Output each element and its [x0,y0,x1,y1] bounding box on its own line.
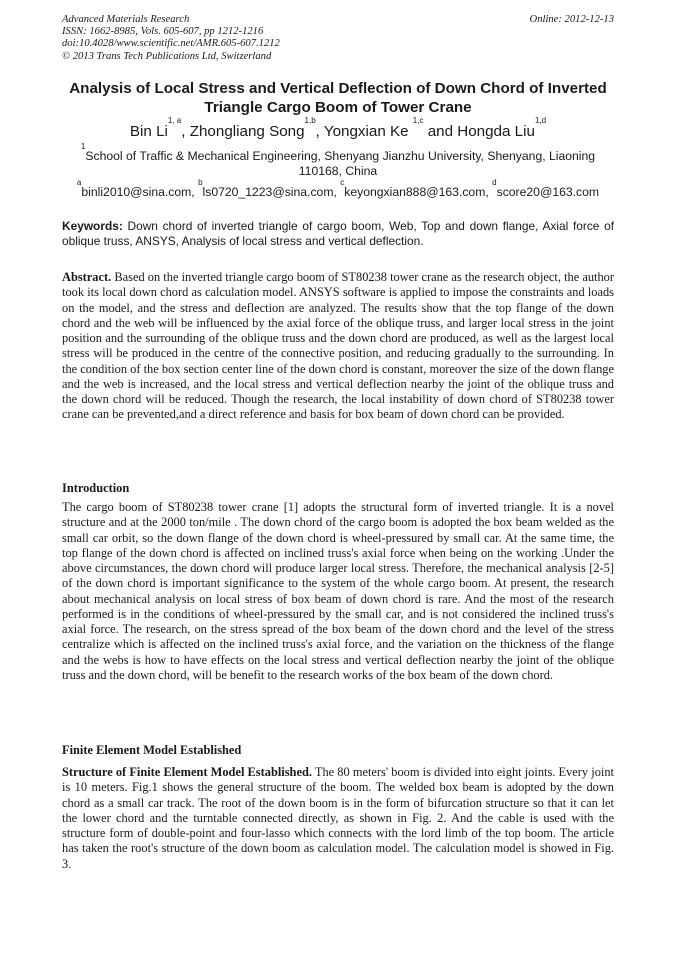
email-mark: a [76,178,82,187]
author-list [62,116,614,141]
online-date: Online: 2012-12-13 [529,14,614,25]
author-name: Yongxian Ke [323,123,413,140]
abstract-text: Based on the inverted triangle cargo boom of ST80238 tower crane as the research object, the author took its local down chord as calculation model. ANSYS software is applied to impose the constraints and loads on the model, and the stress and deflection are analyzed. The results show that the top flange of the down chord and the web will be influenced by the axial force of the oblique truss, and larger local stress in the joint position and the surrounding of the oblique truss and the down chord are produced, as well as the largest local stress will be produced in the centre of the connective position, and reducing gradually to the surrounding. In the condition of the box section center line of the down chord is constant, moreover the size of the down flange and the web is increased, and the local stress and vertical deflection nearby the joint of the oblique truss and the down chord will be reduced. Though the research, the local instability of down chord of ST80238 tower crane can be prevented,and a direct reference and basis for box beam of down chord can be provided. [62,270,614,422]
introduction-heading: Introduction [62,481,130,495]
email-mark: b [198,178,203,187]
author-name: Zhongliang Song [189,123,305,140]
author-separator: and [423,123,458,140]
fem-text: The 80 meters' boom is divided into eight joints. Every joint is 10 meters. Fig.1 shows the general structure of the boom. The welded box beam is adopted by the down chord as a small car track. The root of the down boom is in the form of bifurcation structure so that it can let the lower chord and the turntable connected directly, as shown in Fig. 2. And the cable is used with the structure form of double-point and four-lasso which connects with the lord limb of the top boom. The article has taken the root's structure of the down boom as calculation model. The calculation model is showed in Fig. 3. [62,765,614,871]
keywords-label: Keywords: [62,219,123,233]
email-mark: c [340,178,345,187]
author-affil-mark: 1,d [534,116,547,125]
introduction-paragraph: The cargo boom of ST80238 tower crane [1] adopts the structural form of inverted triangle. It is a novel structure and at the 2000 ton/mile . The down chord of the cargo boom is adopted the box beam welded as the small car orbit, so the down flange of the down chord is wheel-pressured by small car. At the same time, the top flange of the down chord is affected on inclined truss's axial force when being on the working .Under the above circumstances, the down chord will produce larger local stress. Therefore, the mechanical analysis [2-5] of the down chord is important significance to the system of the whole cargo boom. At present, the research about mechanical analysis on local stress of box beam of down chord is rare. And the most of the research performed is in the conditions of wheel-pressured by the small car, and is not considered the inclined truss's axial force. The research, on the stress spread of the box beam of the down chord and the level of the stress centralize which is affected on the inclined truss's axial force, and the variation on the thickness of the flange and the webs is how to have effects on the local stress and vertical deflection nearby the joint of the oblique truss and the down chord, will be benefit to the research works of the box beam of the down chord. [62,500,614,682]
author-affil-mark: 1,c [412,116,424,125]
keywords-text: Down chord of inverted triangle of cargo boom, Web, Top and down flange, Axial force of oblique truss, ANSYS, Analysis of local stress and vertical deflection. [62,219,614,248]
fem-paragraph [62,765,614,872]
abstract-label: Abstract. [62,270,112,284]
author-affil-mark: 1, a [167,116,182,125]
email-address[interactable]: binli2010@sina.com, [81,185,199,199]
doi-line: doi:10.4028/www.scientific.net/AMR.605-607.1212 [62,38,280,50]
author-separator: , [181,123,190,140]
affiliation-text: School of Traffic & Mechanical Engineering, Shenyang Jianzhu University, Shenyang, Liaoning 110168, China [85,149,596,178]
fem-subheading: Structure of Finite Element Model Established. [62,765,312,779]
affiliation [62,142,614,179]
author-separator: , [315,123,324,140]
email-address[interactable]: keyongxian888@163.com, [344,185,493,199]
copyright-line: © 2013 Trans Tech Publications Ltd, Switzerland [62,50,272,62]
email-list [62,178,614,200]
author-name: Bin Li [129,123,168,140]
issn-line: ISSN: 1662-8985, Vols. 605-607, pp 1212-1216 [62,26,264,38]
abstract-block [62,270,614,423]
journal-header [62,14,442,63]
email-mark: d [492,178,497,187]
email-address[interactable]: ls0720_1223@sina.com, [202,185,341,199]
author-name: Hongda Liu [457,123,535,140]
affiliation-mark: 1 [80,142,86,151]
email-address[interactable]: score20@163.com [496,185,600,199]
fem-heading: Finite Element Model Established [62,743,242,757]
author-affil-mark: 1,b [304,116,316,125]
journal-name: Advanced Materials Research [62,14,190,25]
paper-title: Analysis of Local Stress and Vertical Deflection of Down Chord of Inverted Triangle Cargo Boom of Tower Crane [69,80,607,116]
keywords-block [62,219,614,248]
